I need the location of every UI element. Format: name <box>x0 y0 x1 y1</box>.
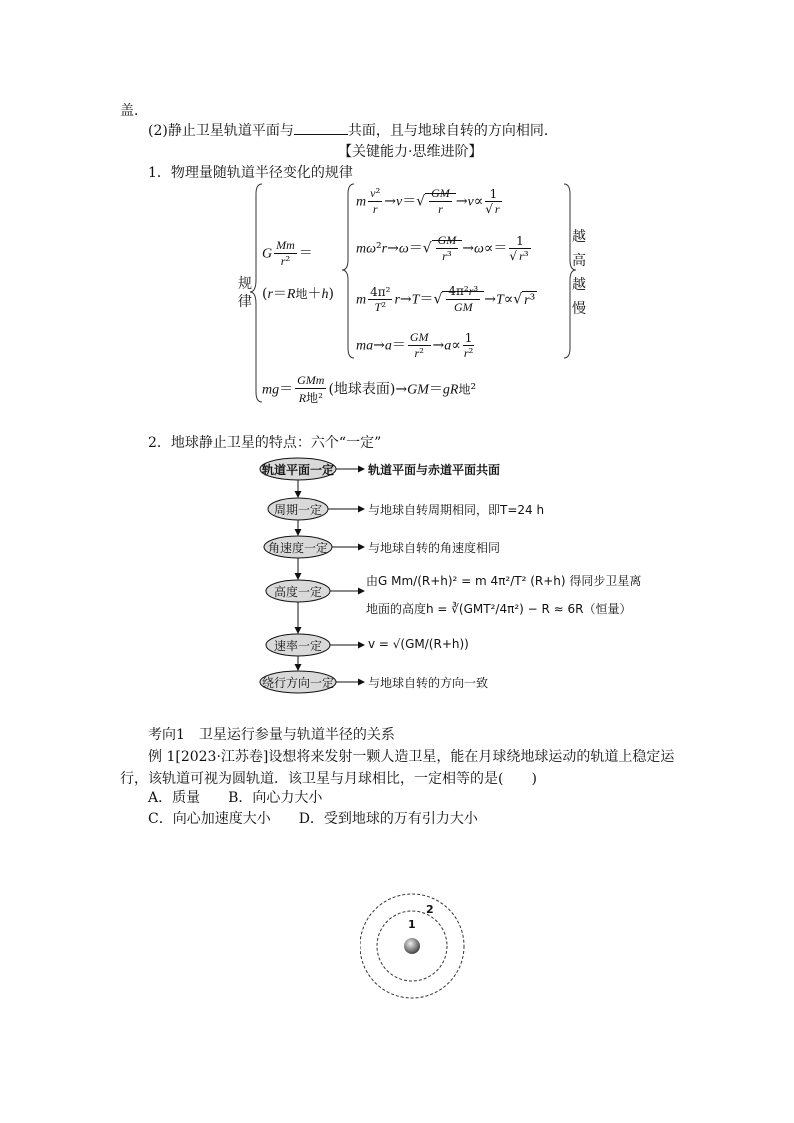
question-2-suffix: 共面，且与地球自转的方向相同． <box>347 123 558 139</box>
rule-side-label: 规 律 <box>238 276 252 310</box>
part1-heading: 1．物理量随轨道半径变化的规律 <box>148 165 353 181</box>
options-line2: C．向心加速度大小 D．受到地球的万有引力大小 <box>148 811 478 827</box>
formula-lhs: G $\frac{Mm}{\text{r²}}$ ＝ <box>262 238 313 268</box>
formula-acceleration: ma→a＝ $\frac{GM}{\text{r²}}$ →a∝ $\frac{1}{\text{r²}}$ <box>356 330 474 360</box>
section-heading: 【关键能力·思维进阶】 <box>338 144 483 160</box>
node-label-direction: 绕行方向一定 <box>261 676 334 690</box>
orbit-figure <box>360 890 470 1002</box>
fill-blank <box>294 120 348 135</box>
question-stem-line2: 行，该轨道可视为圆轨道．该卫星与月球相比，一定相等的是( ) <box>120 771 537 787</box>
desc-height-line2: 地面的高度h = ∛(GMT²/4π²) − R ≈ 6R（恒量） <box>366 602 632 616</box>
question-2-prefix: (2)静止卫星轨道平面与 <box>148 123 294 139</box>
options-line1: A．质量 B．向心力大小 <box>148 790 323 806</box>
flow-diagram <box>258 455 378 695</box>
carry-over-text: 盖． <box>120 103 148 119</box>
orbit-label-outer: 2 <box>426 903 434 916</box>
formula-period: m $\frac{\text{4π²}}{\text{T²}}$ r→T＝√ $\frac{\text{4π²r³}}{GM}$ →T∝√ r³ <box>356 284 536 314</box>
node-label-speed: 速率一定 <box>273 639 322 653</box>
desc-angular-velocity: 与地球自转的角速度相同 <box>368 541 501 555</box>
formula-velocity: m $\frac{\text{v²}}{r}$ →v＝√ $\frac{GM}{r}$ →v∝ $\frac{1}{√ r}$ <box>356 186 500 216</box>
node-label-period: 周期一定 <box>273 503 322 517</box>
topic-heading: 考向1 卫星运行参量与轨道半径的关系 <box>148 727 395 743</box>
earth-icon <box>404 938 420 954</box>
part2-heading: 2．地球静止卫星的特点：六个“一定” <box>148 435 382 451</box>
desc-direction: 与地球自转的方向一致 <box>368 676 489 690</box>
node-label-angular-velocity: 角速度一定 <box>267 541 328 555</box>
formula-lhs-condition: (r＝R地＋h) <box>262 286 334 302</box>
desc-orbit-plane: 轨道平面与赤道平面共面 <box>368 463 501 477</box>
formula-surface-gravity: mg＝ $\frac{\text{GMm}}{\text{R地²}}$ (地球表面)→GM＝gR地² <box>262 373 477 405</box>
desc-height-line1: 由G Mm/(R+h)² = m 4π²/T² (R+h) 得同步卫星离 <box>366 574 642 588</box>
question-2-line <box>148 120 558 140</box>
desc-period: 与地球自转周期相同，即T=24 h <box>368 503 545 517</box>
desc-speed: v = √(GM/(R+h)) <box>368 637 469 651</box>
higher-slower-label: 越 高 越 慢 <box>572 229 586 317</box>
formula-angular-velocity: mω²r→ω＝√ $\frac{GM}{\text{r³}}$ →ω∝＝ $\frac{1}{\text{√ r³}}$ <box>356 233 529 263</box>
question-stem-line1: 例 1[2023·江苏卷]设想将来发射一颗人造卫星，能在月球绕地球运动的轨道上稳定运 <box>148 749 675 765</box>
node-label-height: 高度一定 <box>273 585 322 599</box>
node-label-orbit-plane: 轨道平面一定 <box>261 463 334 477</box>
orbit-label-inner: 1 <box>408 918 416 931</box>
